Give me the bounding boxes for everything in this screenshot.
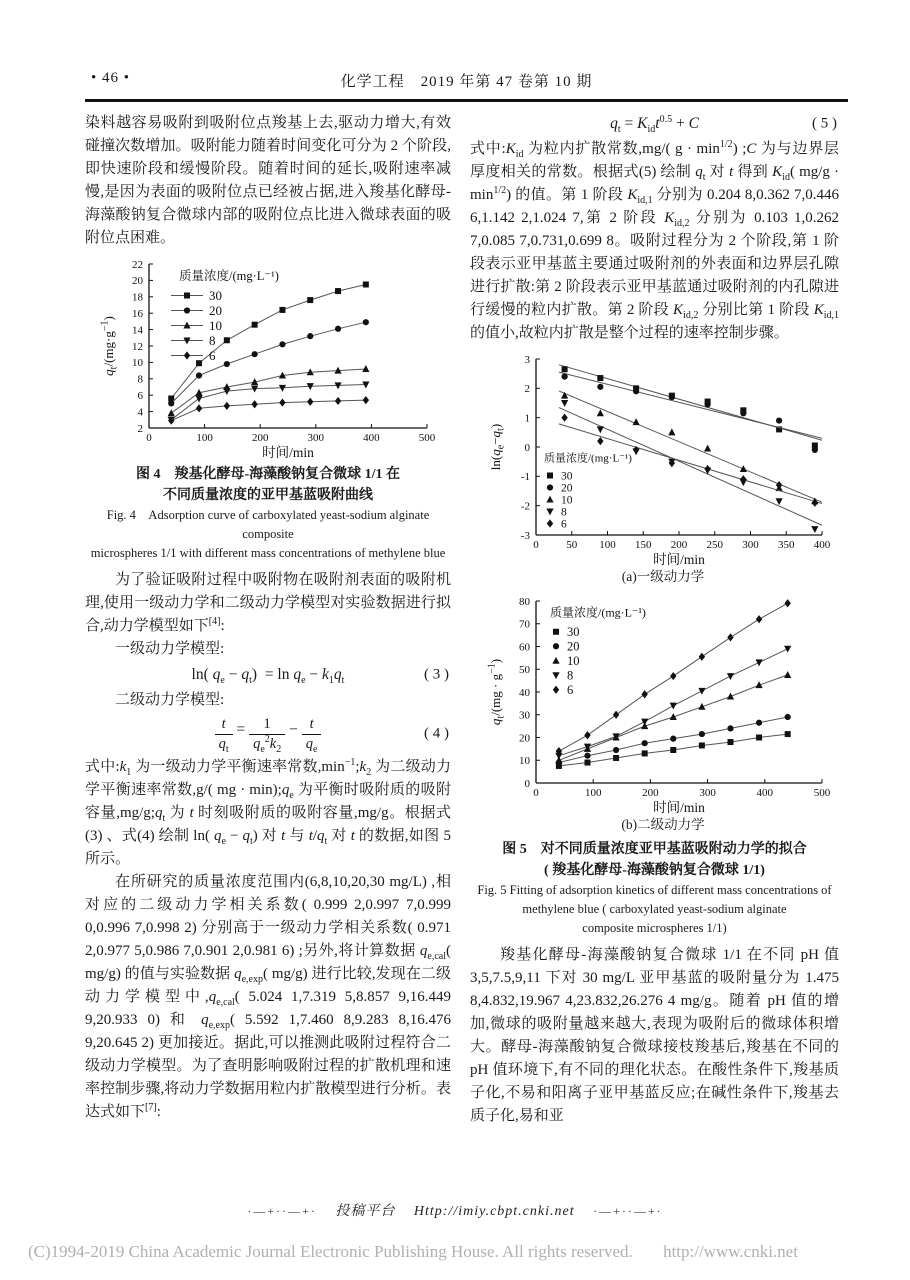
svg-text:-3: -3 xyxy=(520,529,530,542)
equation-4-number: ( 4 ) xyxy=(424,725,449,742)
model2-label: 二级动力学模型: xyxy=(115,692,225,709)
svg-text:10: 10 xyxy=(132,357,143,370)
figure4-caption-cn-line2: 不同质量浓度的亚甲基蓝吸附曲线 xyxy=(163,488,373,503)
svg-text:8: 8 xyxy=(567,668,574,683)
submission-platform-footer xyxy=(0,1200,910,1220)
figure5b-subcaption: (b)二级动力学 xyxy=(621,817,705,833)
paragraph-1: 染料越容易吸附到吸附位点羧基上去,驱动力增大,有效碰撞次数增加。吸附能力随着时间变化可分为 2 个阶段,即快速阶段和缓慢阶段。随着时间的延长,吸附速率减慢,是因为表面的吸附位点已经被占据,进入羧基化酵母-海藻酸钠复合微球内部的吸附位点比进入微球表面的吸附位点困难。 xyxy=(85,115,451,246)
equation-4 xyxy=(85,716,451,755)
svg-text:70: 70 xyxy=(519,618,530,631)
paragraph-7: 式中$:K_{id}$ 为粒内扩散常数,mg/( $g \cdot \min^{1/2}$) ;C 为与边界层厚度相关的常数。根据式(5) 绘制 $q_t$ 对 t 得到 $K_{id}$( $mg/g \cdot \min^{1/2}$) 的值。第 1 阶段 $K_{id,1}$ 分别为 0.204 8,0.362 7,0.446 6,1.142 2,1.024 7,第 2 阶段 $K_{id,2}$ 分别为 0.103 1,0.262 7,0.085 7,0.731,0.699 8。吸附过程分为 2 个阶段,第 1 阶段表示亚甲基蓝主要通过吸附剂的外表面和边界层孔隙进行扩散:第 2 阶段表示亚甲基蓝通过吸附剂的内孔隙进行缓慢的粒内扩散。第 2 阶段 $K_{id,2}$ 分别比第 1 阶段 $K_{id,1}$ 的值小,故粒内扩散是整个过程的速率控制步骤。 xyxy=(470,139,839,342)
figure5-caption xyxy=(470,839,839,938)
svg-text:30: 30 xyxy=(209,287,222,303)
svg-text:200: 200 xyxy=(670,539,688,552)
figure-4 xyxy=(85,256,451,563)
figure5b-chart xyxy=(486,593,838,815)
svg-text:40: 40 xyxy=(519,686,530,699)
svg-text:20: 20 xyxy=(209,302,222,318)
svg-text:-2: -2 xyxy=(520,500,530,513)
equation-5-body: $q_t = K_{id}t^{0.5} + C$ xyxy=(610,113,699,136)
svg-text:8: 8 xyxy=(209,332,216,348)
svg-text:6: 6 xyxy=(209,347,216,363)
svg-text:10: 10 xyxy=(567,654,580,669)
svg-text:16: 16 xyxy=(132,308,143,320)
svg-text:8: 8 xyxy=(137,373,143,386)
svg-text:3: 3 xyxy=(524,353,530,366)
svg-text:8: 8 xyxy=(561,506,567,519)
svg-text:20: 20 xyxy=(132,275,143,288)
figure5a-subcaption: (a)一级动力学 xyxy=(621,569,705,585)
page-header xyxy=(85,68,848,94)
figure4-caption-cn-line1: 图 4 羧基化酵母-海藻酸钠复合微球 1/1 在 xyxy=(135,467,401,482)
journal-title: 化学工程 2019 年第 47 卷第 10 期 xyxy=(340,74,593,90)
svg-text:50: 50 xyxy=(566,539,578,552)
svg-text:时间/min: 时间/min xyxy=(653,552,705,568)
svg-text:12: 12 xyxy=(132,340,143,353)
svg-text:10: 10 xyxy=(561,494,573,507)
svg-text:250: 250 xyxy=(706,539,723,552)
footer-ornament-left: ·―+··―+· xyxy=(247,1204,317,1218)
equation-3-body: ln( $q_e - q_t) = \ln q_e - k_1q_t$ xyxy=(191,666,345,687)
figure5-caption-en-line2: methylene blue ( carboxylated yeast-sodium alginate xyxy=(522,902,787,917)
svg-text:500: 500 xyxy=(418,432,436,444)
figure-5a xyxy=(470,351,839,587)
svg-text:6: 6 xyxy=(567,683,574,698)
svg-text:200: 200 xyxy=(251,432,269,444)
svg-text:20: 20 xyxy=(567,639,580,654)
svg-text:质量浓度/(mg·L⁻¹): 质量浓度/(mg·L⁻¹) xyxy=(544,452,632,465)
svg-text:18: 18 xyxy=(132,291,143,304)
equation-3 xyxy=(85,665,451,685)
figure5-caption-cn-line1: 图 5 对不同质量浓度亚甲基蓝吸附动力学的拟合 xyxy=(502,842,807,858)
svg-text:50: 50 xyxy=(519,664,530,677)
svg-text:150: 150 xyxy=(635,539,652,552)
svg-text:500: 500 xyxy=(813,787,831,800)
copyright-text: (C)1994-2019 China Academic Journal Electronic Publishing House. All rights reserved. xyxy=(28,1242,633,1261)
left-column xyxy=(85,112,451,1200)
svg-text:300: 300 xyxy=(307,432,325,444)
equation-3-number: ( 3 ) xyxy=(424,666,449,683)
svg-text:200: 200 xyxy=(642,787,659,800)
svg-text:100: 100 xyxy=(584,787,602,800)
model1-label: 一级动力学模型: xyxy=(115,641,225,657)
figure4-ylabel: $q_t/(mg\cdot g^{-1})$ xyxy=(99,316,120,376)
svg-text:0: 0 xyxy=(146,432,152,444)
right-column xyxy=(470,112,839,1200)
figure4-caption-en-line2: microspheres 1/1 with different mass concentrations of methylene blue xyxy=(90,546,446,560)
svg-text:2: 2 xyxy=(137,422,143,435)
copyright-url: http://www.cnki.net xyxy=(663,1242,798,1261)
footer-ornament-right: ·―+··―+· xyxy=(593,1204,663,1218)
svg-text:350: 350 xyxy=(778,539,795,552)
figure5a-chart xyxy=(486,351,838,567)
page-number: • 46 • xyxy=(91,70,131,86)
svg-text:0: 0 xyxy=(533,539,539,552)
svg-text:1: 1 xyxy=(524,412,530,425)
svg-text:0: 0 xyxy=(524,441,530,454)
svg-text:2: 2 xyxy=(524,383,530,396)
svg-text:60: 60 xyxy=(519,641,530,654)
svg-text:14: 14 xyxy=(132,324,143,337)
platform-url: Http://imiy.cbpt.cnki.net xyxy=(413,1204,575,1219)
figure4-caption xyxy=(85,464,451,563)
svg-text:10: 10 xyxy=(519,755,530,768)
equation-5-number: ( 5 ) xyxy=(812,115,837,132)
svg-text:300: 300 xyxy=(742,539,759,552)
svg-text:质量浓度/(mg·L⁻¹): 质量浓度/(mg·L⁻¹) xyxy=(550,605,646,620)
svg-text:100: 100 xyxy=(599,539,616,552)
header-rule xyxy=(85,99,848,102)
svg-text:时间/min: 时间/min xyxy=(262,445,314,460)
equation-4-body: $\frac{t}{q_t}$ = $\frac{1}{q_e^2k_2}$ − $\frac{t}{q_e}$ xyxy=(215,721,322,738)
svg-text:10: 10 xyxy=(209,317,222,333)
svg-text:质量浓度/(mg·L⁻¹): 质量浓度/(mg·L⁻¹) xyxy=(179,269,279,283)
svg-text:100: 100 xyxy=(196,432,213,444)
paragraph-6: 在所研究的质量浓度范围内(6,8,10,20,30 mg/L) ,相对应的二级动力学相关系数( 0.999 2,0.997 7,0.999 0,0.996 7,0.998 2) 分别高于一级动力学相关系数( 0.971 2,0.977 5,0.986 7,0.901 2,0.981 6) ;另外,将计算数据 $q_{e,cal}$( mg/g) 的值与实验数据 $q_{e,exp}$( mg/g) 进行比较,发现在二级动力学模型中$,q_{e,cal}$( 5.024 1,7.319 5,8.857 9,16.449 9,20.933 0) 和 $q_{e,exp}$( 5.592 1,7.460 8,9.283 8,16.476 9,20.645 2) 更加接近。据此,可以推测此吸附过程符合二级动力学模型。为了查明影响吸附过程的扩散机理和速率控制步骤,将动力学数据用粒内扩散模型进行分析。表达式如下[7]: xyxy=(85,874,451,1121)
svg-text:20: 20 xyxy=(519,732,530,745)
svg-text:30: 30 xyxy=(519,709,530,722)
platform-label: 投稿平台 xyxy=(335,1204,396,1219)
svg-text:22: 22 xyxy=(132,258,143,271)
svg-text:6: 6 xyxy=(561,518,567,531)
svg-text:6: 6 xyxy=(137,390,143,402)
svg-text:80: 80 xyxy=(519,595,530,608)
figure5b-ylabel: $q_t/(mg \cdot g^{-1})$ xyxy=(486,659,507,726)
copyright-line xyxy=(28,1242,888,1262)
svg-text:300: 300 xyxy=(699,787,716,800)
paragraph-8: 羧基化酵母-海藻酸钠复合微球 1/1 在不同 pH 值 3,5,7.5,9,11 下对 30 mg/L 亚甲基蓝的吸附量分为 1.475 8,4.832,19.967 4,23.832,26.276 4 mg/g。随着 pH 值的增加,微球的吸附量越来越大,表现为吸附后的微球体积增大。酵母-海藻酸钠复合微球接枝羧基后,羧基在不同的 pH 值环境下,有不同的理化状态。在酸性条件下,羧基质子化,不易和阳离子亚甲基蓝反应;在碱性条件下,羧基去质子化,易和亚 xyxy=(470,947,839,1125)
figure-5b xyxy=(470,593,839,835)
svg-text:4: 4 xyxy=(137,406,143,419)
figure5-caption-en-line3: composite microspheres 1/1) xyxy=(582,921,727,936)
svg-text:-1: -1 xyxy=(520,471,530,484)
figure5a-ylabel: $\ln(q_e-q_t)$ xyxy=(488,423,507,471)
figure4-chart xyxy=(99,256,439,460)
svg-text:400: 400 xyxy=(363,432,380,444)
paragraph-5: 式中$:k_1$ 为一级动力学平衡速率常数$,\min^{-1};k_2$ 为二级动力学平衡速率常数,g/( mg · $\min);q_e$ 为平衡时吸附质的吸附容量$,mg/g;q_t$ 为 t 时刻吸附质的吸附容量,mg/g。根据式(3) 、式(4) 绘制 ln( $q_e - q_t$) 对 t 与 $t/q_t$ 对 t 的数据,如图 5 所示。 xyxy=(85,757,451,868)
figure5-caption-cn-line2: ( 羧基化酵母-海藻酸钠复合微球 1/1) xyxy=(544,863,765,879)
figure5-caption-en-line1: Fig. 5 Fitting of adsorption kinetics of different mass concentrations of xyxy=(477,883,832,898)
svg-text:400: 400 xyxy=(813,539,831,552)
svg-text:0: 0 xyxy=(533,787,539,800)
equation-5 xyxy=(470,114,839,134)
svg-text:0: 0 xyxy=(524,777,530,790)
svg-text:20: 20 xyxy=(561,482,573,495)
paragraph-2: 为了验证吸附过程中吸附物在吸附剂表面的吸附机理,使用一级动力学和二级动力学模型对实验数据进行拟合,动力学模型如下[4]: xyxy=(85,572,451,634)
figure4-caption-en-line1: Fig. 4 Adsorption curve of carboxylated yeast-sodium alginate composite xyxy=(106,508,430,541)
svg-text:30: 30 xyxy=(561,470,573,483)
svg-text:时间/min: 时间/min xyxy=(653,800,705,816)
svg-text:400: 400 xyxy=(756,787,774,800)
svg-text:30: 30 xyxy=(567,625,580,640)
